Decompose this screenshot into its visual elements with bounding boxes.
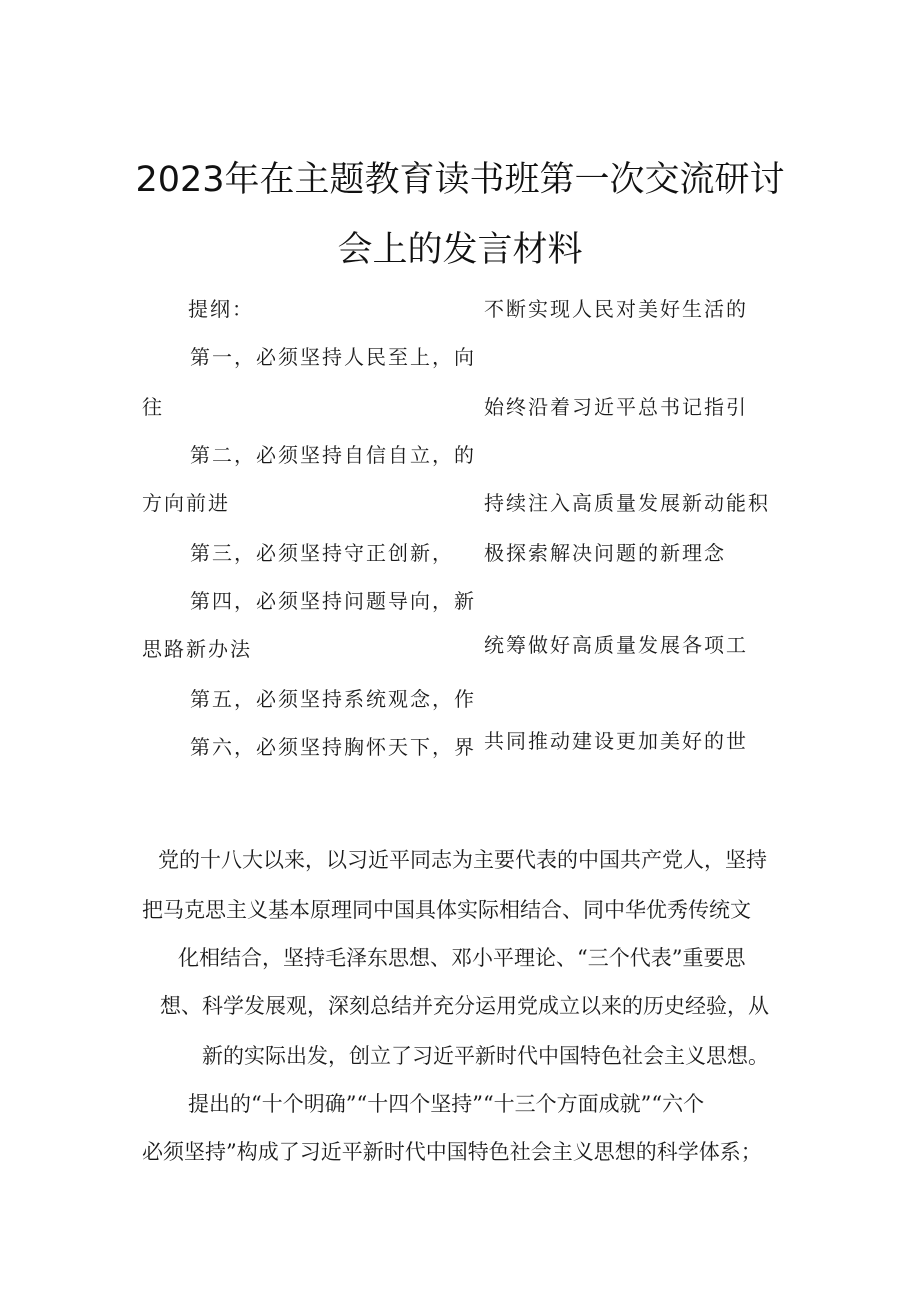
body-line: 想、科学发展观，深刻总结并充分运用党成立以来的历史经验，从: [160, 994, 769, 1018]
body-line: 提出的“十个明确”“十四个坚持”“十三个方面成就”“六个: [188, 1092, 705, 1116]
body-line: 必须坚持”构成了习近平新时代中国特色社会主义思想的科学体系；: [142, 1140, 762, 1164]
outline-label: 提纲：: [188, 297, 254, 321]
outline-left-line: 思路新办法: [142, 637, 252, 661]
outline-right-line: 极探索解决问题的新理念: [484, 541, 726, 565]
outline-right-line: 不断实现人民对美好生活的: [484, 297, 748, 321]
body-line: 新的实际出发，创立了习近平新时代中国特色社会主义思想。: [202, 1044, 769, 1068]
outline-right-line: 统筹做好高质量发展各项工: [484, 633, 748, 657]
outline-left-line: 第三，必须坚持守正创新，: [190, 541, 454, 565]
outline-left-line: 第六，必须坚持胸怀天下，界: [190, 735, 476, 759]
body-line: 党的十八大以来，以习近平同志为主要代表的中国共产党人，坚持: [158, 848, 767, 872]
outline-left-line: 方向前进: [142, 491, 230, 515]
outline-left-line: 往: [142, 395, 164, 419]
document-title-line-2: 会上的发言材料: [337, 230, 583, 270]
outline-right-line: 共同推动建设更加美好的世: [484, 729, 748, 753]
body-line: 化相结合，坚持毛泽东思想、邓小平理论、“三个代表”重要思: [178, 946, 746, 970]
outline-right-line: 持续注入高质量发展新动能积: [484, 491, 770, 515]
outline-left-line: 第一，必须坚持人民至上，向: [190, 345, 476, 369]
body-line: 把马克思主义基本原理同中国具体实际相结合、同中华优秀传统文: [142, 898, 751, 922]
outline-left-line: 第四，必须坚持问题导向，新: [190, 589, 476, 613]
document-title-line-1: 2023年在主题教育读书班第一次交流研讨: [135, 160, 785, 200]
outline-left-line: 第二，必须坚持自信自立，的: [190, 443, 476, 467]
outline-right-line: 始终沿着习近平总书记指引: [484, 395, 748, 419]
outline-left-line: 第五，必须坚持系统观念，作: [190, 687, 476, 711]
